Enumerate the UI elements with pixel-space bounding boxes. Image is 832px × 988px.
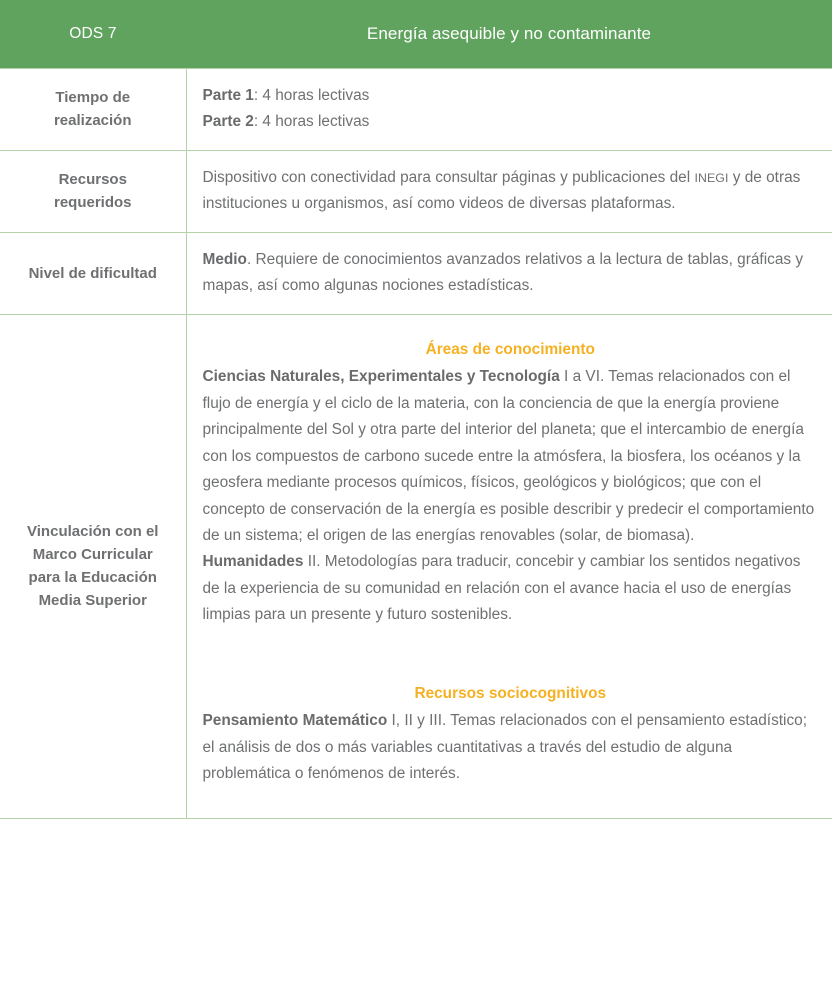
line-rest: : 4 horas lectivas xyxy=(253,113,370,131)
row-label-line: Media Superior xyxy=(38,592,147,610)
row-label-line: Tiempo de xyxy=(55,89,131,107)
header-ods-label: ODS 7 xyxy=(0,0,186,69)
header-row xyxy=(0,0,832,69)
row-label-line: para la Educación xyxy=(28,569,157,587)
knowledge-area-humanidades xyxy=(203,549,819,628)
row-label-line: requeridos xyxy=(53,194,132,212)
table-body xyxy=(0,69,832,819)
section-heading-recursos-sociocognitivos: Recursos sociocognitivos xyxy=(414,684,607,702)
bold-lead: Ciencias Naturales, Experimentales y Tecnología xyxy=(202,368,560,386)
resources-paragraph xyxy=(203,165,819,218)
row-label-line: Marco Curricular xyxy=(32,545,153,563)
line-rest: I, II y III. Temas relacionados con el pensamiento estadístico; el análisis de dos o más variables cuantitativas a través del estudio de alguna problemática o fenómenos de interés. xyxy=(202,712,808,783)
row-label-vinculacion-marco-curricular xyxy=(0,314,186,818)
row-label-tiempo-de-realizacion xyxy=(0,69,186,151)
bold-lead: Pensamiento Matemático xyxy=(202,712,388,730)
row-label-recursos-requeridos xyxy=(0,150,186,232)
row-label-line: realización xyxy=(53,112,132,130)
line-rest: II. Metodologías para traducir, concebir y cambiar los sentidos negativos de la experiencia de su comunidad en relación con el avance hacia el uso de energías limpias para un presente y futuro sostenibles. xyxy=(202,553,801,624)
line-rest: I a VI. Temas relacionados con el flujo de energía y el ciclo de la materia, con la conciencia de que la energía proviene principalmente del Sol y otra parte del interior del planeta; que el intercambio de energía con los compuestos de carbono sucede entre la atmósfera, la biosfera, los océanos y la geosfera mediante procesos químicos, físicos, geológicos y biológicos; que con el concepto de conservación de la energía es posible describir y predecir el comportamiento de un sistema; el origen de las energías renovables (solar, de biomasa). xyxy=(202,368,815,544)
table-row xyxy=(0,314,832,818)
bold-lead: Parte 1 xyxy=(202,87,254,104)
section-spacer xyxy=(203,629,819,681)
sociocognitive-resource-pensamiento-matematico xyxy=(203,708,819,787)
row-content-recursos-requeridos xyxy=(186,150,832,232)
table-row xyxy=(0,232,832,314)
line-rest: : 4 horas lectivas xyxy=(253,87,370,104)
line-rest: . Requiere de conocimientos avanzados relativos a la lectura de tablas, gráficas y mapas, así como algunas nociones estadísticas. xyxy=(202,250,804,295)
section-heading-areas-de-conocimiento: Áreas de conocimiento xyxy=(425,340,595,358)
table-row xyxy=(0,150,832,232)
table-header xyxy=(0,0,832,69)
bold-lead: Parte 2 xyxy=(202,113,254,131)
bold-lead: Humanidades xyxy=(202,553,304,571)
time-line-parte-1 xyxy=(203,83,819,109)
row-label-line: Vinculación con el xyxy=(27,522,159,540)
row-content-nivel-de-dificultad xyxy=(186,232,832,314)
header-ods-title: Energía asequible y no contaminante xyxy=(186,0,832,69)
row-label-line: Recursos xyxy=(58,171,127,189)
bold-lead: Medio xyxy=(202,250,247,268)
text-before-acronym: Dispositivo con conectividad para consultar páginas y publicaciones del xyxy=(202,168,695,186)
knowledge-area-ciencias-naturales xyxy=(203,364,819,549)
time-line-parte-2 xyxy=(203,109,819,135)
row-content-vinculacion-marco-curricular xyxy=(186,314,832,818)
text-after-acronym: y de otras instituciones u organismos, así como videos de diversas plataformas. xyxy=(202,168,801,213)
difficulty-paragraph xyxy=(203,247,819,300)
inegi-acronym: INEGI xyxy=(694,170,729,185)
table-row xyxy=(0,69,832,151)
row-label-nivel-de-dificultad xyxy=(0,232,186,314)
row-content-tiempo-de-realizacion xyxy=(186,69,832,151)
row-label-line: Nivel de dificultad xyxy=(28,264,157,282)
